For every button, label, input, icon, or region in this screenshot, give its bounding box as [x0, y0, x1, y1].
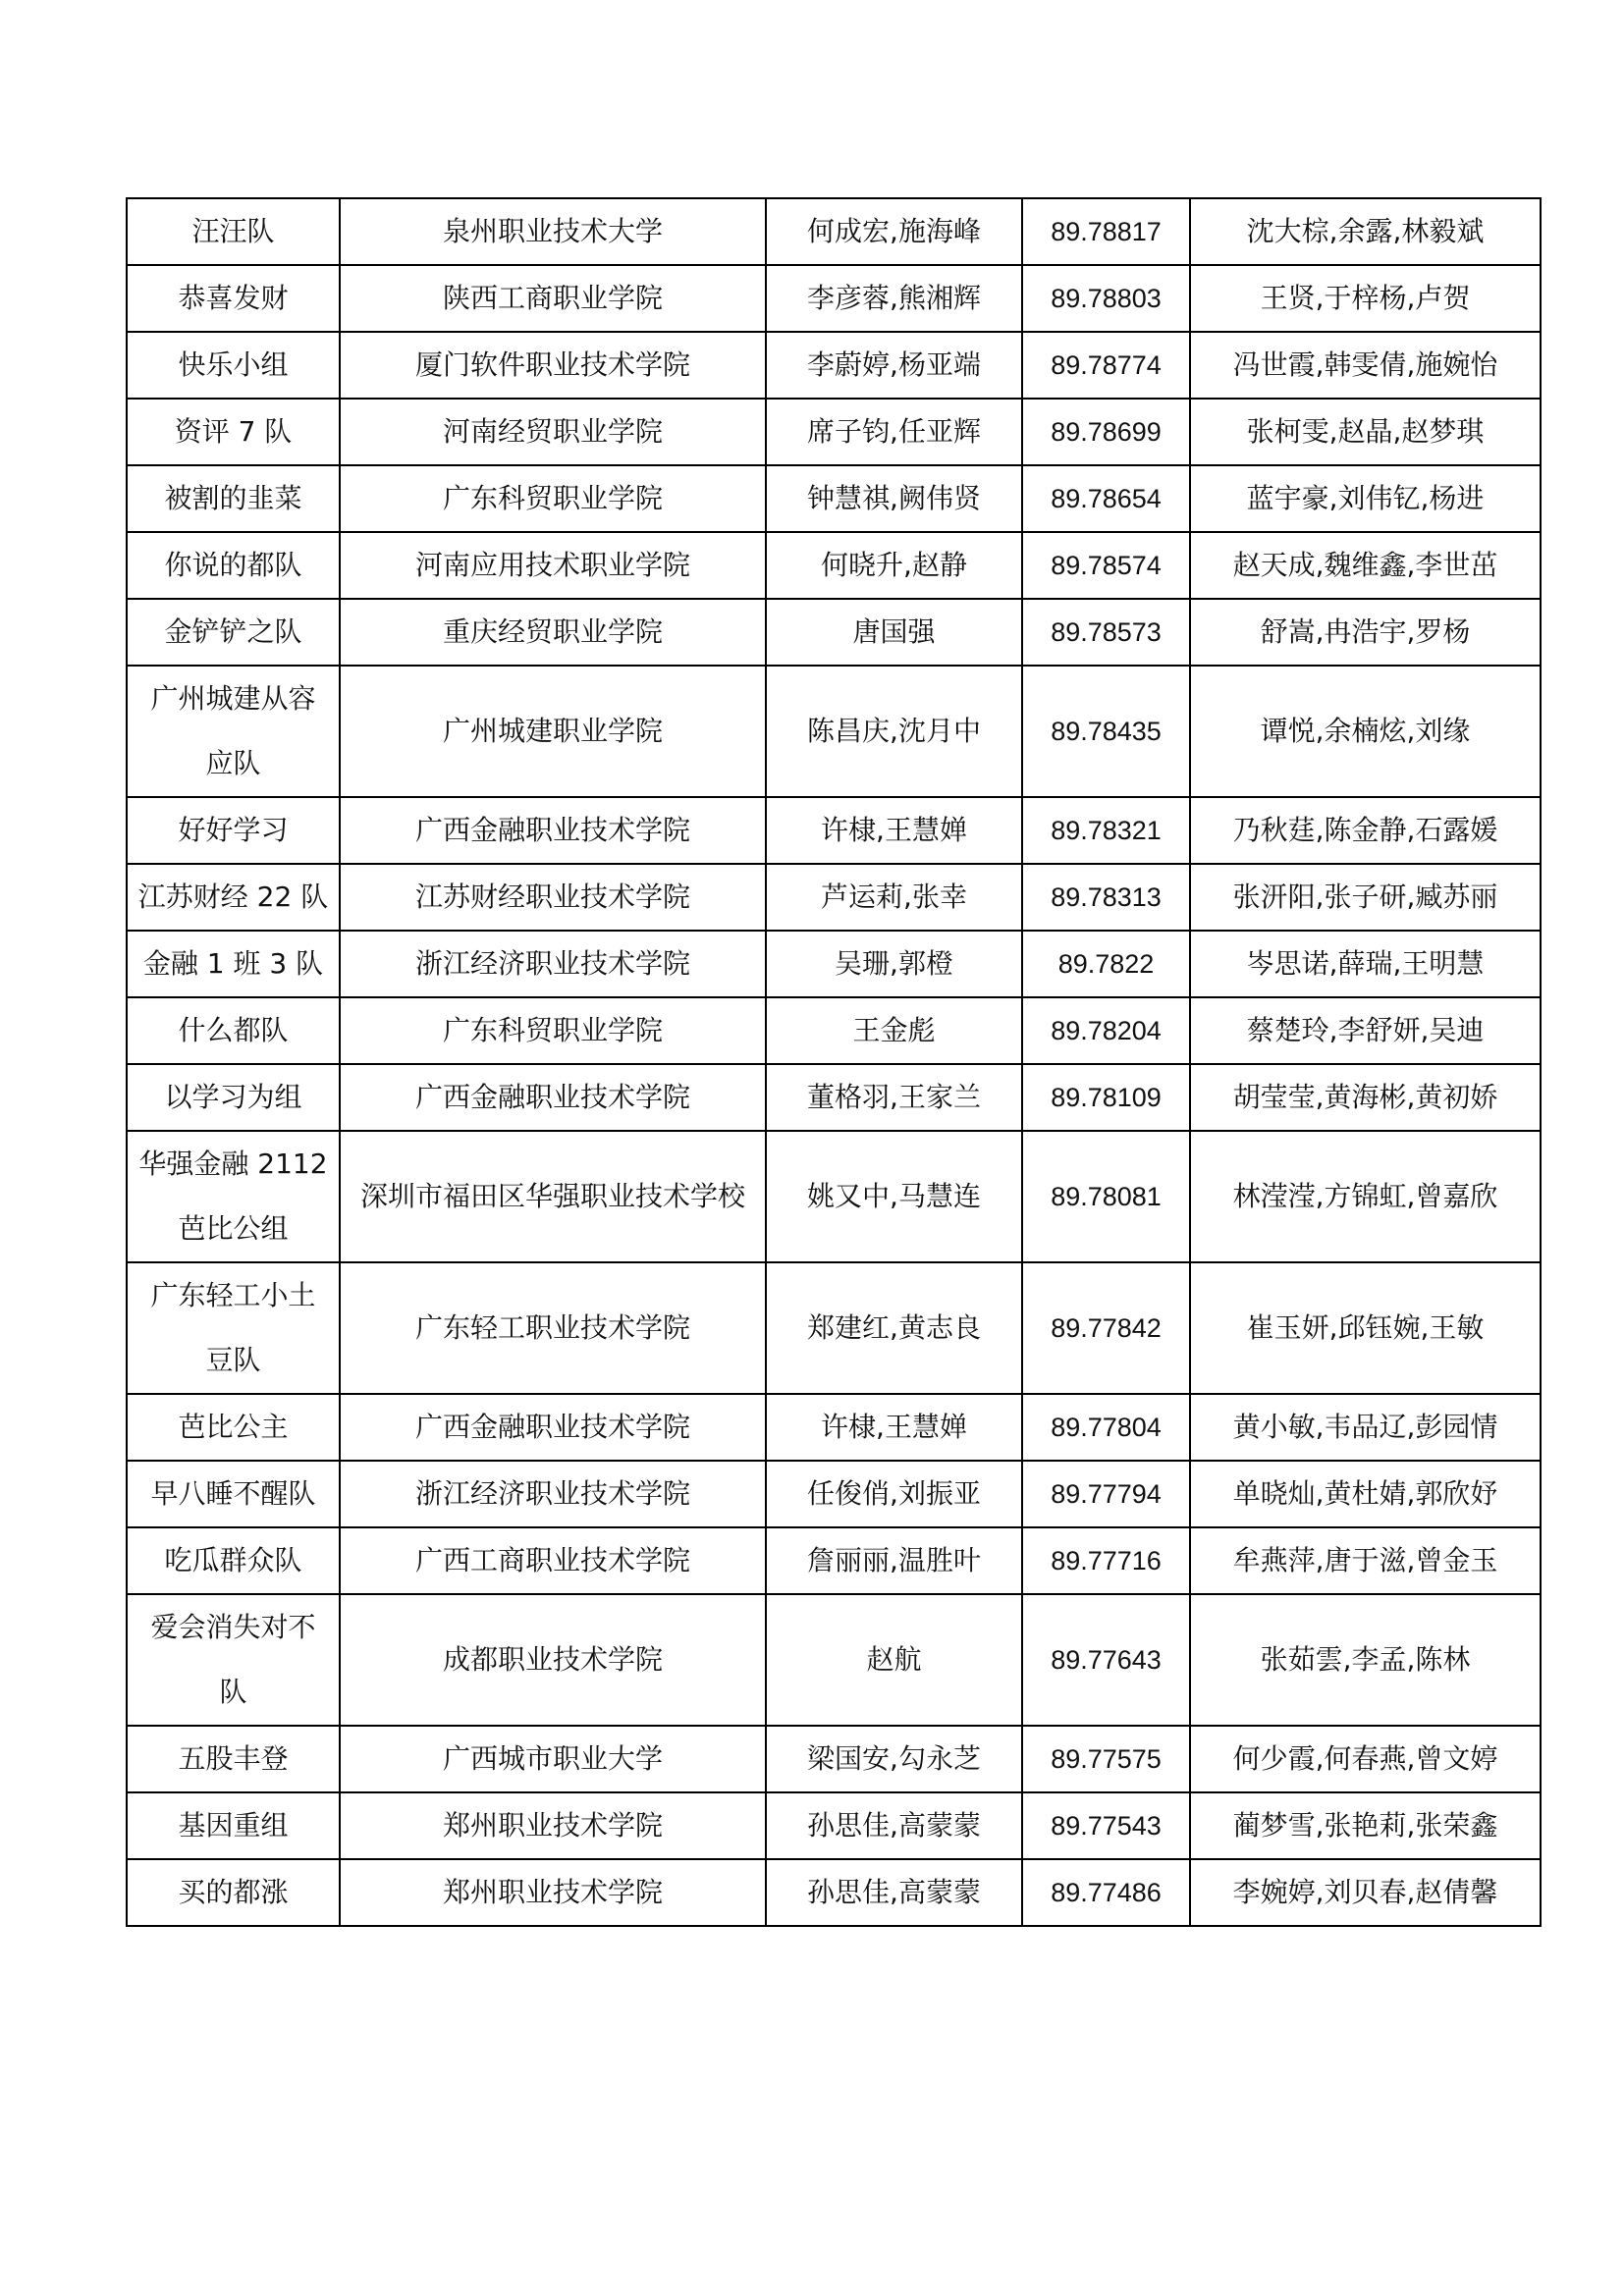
score-cell: 89.78803	[1022, 265, 1190, 332]
team-name-cell: 早八睡不醒队	[127, 1461, 340, 1527]
score-cell: 89.78435	[1022, 666, 1190, 797]
school-cell: 广西金融职业技术学院	[340, 1394, 766, 1461]
table-row	[127, 797, 1541, 864]
team-name-cell: 五股丰登	[127, 1726, 340, 1792]
advisors-cell: 李彦蓉,熊湘辉	[766, 265, 1022, 332]
advisors-cell: 任俊俏,刘振亚	[766, 1461, 1022, 1527]
table-row	[127, 1394, 1541, 1461]
members-cell: 谭悦,余楠炫,刘缘	[1190, 666, 1541, 797]
school-cell: 广东科贸职业学院	[340, 997, 766, 1064]
table-row	[127, 1859, 1541, 1926]
team-name-cell: 芭比公主	[127, 1394, 340, 1461]
team-name-cell: 基因重组	[127, 1792, 340, 1859]
advisors-cell: 何晓升,赵静	[766, 532, 1022, 599]
advisors-cell: 姚又中,马慧连	[766, 1131, 1022, 1262]
score-cell: 89.78321	[1022, 797, 1190, 864]
members-cell: 乃秋莛,陈金静,石露媛	[1190, 797, 1541, 864]
school-cell: 江苏财经职业技术学院	[340, 864, 766, 931]
table-row	[127, 1262, 1541, 1394]
score-cell: 89.7822	[1022, 931, 1190, 997]
results-table	[126, 197, 1542, 1927]
team-name-cell: 汪汪队	[127, 198, 340, 265]
table-row	[127, 465, 1541, 532]
score-cell: 89.77486	[1022, 1859, 1190, 1926]
team-name-cell: 恭喜发财	[127, 265, 340, 332]
team-name-cell: 好好学习	[127, 797, 340, 864]
team-name-cell: 快乐小组	[127, 332, 340, 399]
members-cell: 沈大棕,余露,林毅斌	[1190, 198, 1541, 265]
table-row	[127, 532, 1541, 599]
members-cell: 牟燕萍,唐于滋,曾金玉	[1190, 1527, 1541, 1594]
school-cell: 厦门软件职业技术学院	[340, 332, 766, 399]
advisors-cell: 钟慧祺,阙伟贤	[766, 465, 1022, 532]
advisors-cell: 许棣,王慧婵	[766, 797, 1022, 864]
team-name-cell: 资评 7 队	[127, 399, 340, 465]
table-row	[127, 1594, 1541, 1726]
members-cell: 李婉婷,刘贝春,赵倩馨	[1190, 1859, 1541, 1926]
advisors-cell: 梁国安,勾永芝	[766, 1726, 1022, 1792]
advisors-cell: 席子钧,任亚辉	[766, 399, 1022, 465]
team-name-cell: 广州城建从容应队	[127, 666, 340, 797]
score-cell: 89.78081	[1022, 1131, 1190, 1262]
score-cell: 89.77842	[1022, 1262, 1190, 1394]
table-row	[127, 931, 1541, 997]
school-cell: 郑州职业技术学院	[340, 1792, 766, 1859]
score-cell: 89.78204	[1022, 997, 1190, 1064]
advisors-cell: 陈昌庆,沈月中	[766, 666, 1022, 797]
table-row	[127, 864, 1541, 931]
table-row	[127, 1131, 1541, 1262]
school-cell: 泉州职业技术大学	[340, 198, 766, 265]
school-cell: 广西金融职业技术学院	[340, 1064, 766, 1131]
school-cell: 广西工商职业技术学院	[340, 1527, 766, 1594]
members-cell: 崔玉妍,邱钰婉,王敏	[1190, 1262, 1541, 1394]
school-cell: 广东科贸职业学院	[340, 465, 766, 532]
members-cell: 舒嵩,冉浩宇,罗杨	[1190, 599, 1541, 666]
team-name-cell: 金融 1 班 3 队	[127, 931, 340, 997]
advisors-cell: 董格羽,王家兰	[766, 1064, 1022, 1131]
members-cell: 张柯雯,赵晶,赵梦琪	[1190, 399, 1541, 465]
results-table-body	[127, 198, 1541, 1926]
school-cell: 成都职业技术学院	[340, 1594, 766, 1726]
table-row	[127, 265, 1541, 332]
score-cell: 89.78574	[1022, 532, 1190, 599]
team-name-cell: 以学习为组	[127, 1064, 340, 1131]
members-cell: 蓝宇豪,刘伟钇,杨进	[1190, 465, 1541, 532]
school-cell: 河南应用技术职业学院	[340, 532, 766, 599]
school-cell: 广西城市职业大学	[340, 1726, 766, 1792]
score-cell: 89.77794	[1022, 1461, 1190, 1527]
members-cell: 赵天成,魏维鑫,李世茁	[1190, 532, 1541, 599]
score-cell: 89.78699	[1022, 399, 1190, 465]
advisors-cell: 许棣,王慧婵	[766, 1394, 1022, 1461]
advisors-cell: 郑建红,黄志良	[766, 1262, 1022, 1394]
table-row	[127, 997, 1541, 1064]
advisors-cell: 孙思佳,高蒙蒙	[766, 1792, 1022, 1859]
table-row	[127, 399, 1541, 465]
score-cell: 89.77575	[1022, 1726, 1190, 1792]
school-cell: 广西金融职业技术学院	[340, 797, 766, 864]
members-cell: 蔺梦雪,张艳莉,张荣鑫	[1190, 1792, 1541, 1859]
table-row	[127, 1792, 1541, 1859]
table-row	[127, 1527, 1541, 1594]
table-row	[127, 1726, 1541, 1792]
members-cell: 岑思诺,薛瑞,王明慧	[1190, 931, 1541, 997]
members-cell: 林滢滢,方锦虹,曾嘉欣	[1190, 1131, 1541, 1262]
school-cell: 广东轻工职业技术学院	[340, 1262, 766, 1394]
score-cell: 89.77643	[1022, 1594, 1190, 1726]
table-row	[127, 666, 1541, 797]
school-cell: 广州城建职业学院	[340, 666, 766, 797]
score-cell: 89.78654	[1022, 465, 1190, 532]
table-row	[127, 198, 1541, 265]
score-cell: 89.77543	[1022, 1792, 1190, 1859]
members-cell: 张汧阳,张子研,臧苏丽	[1190, 864, 1541, 931]
advisors-cell: 王金彪	[766, 997, 1022, 1064]
table-row	[127, 332, 1541, 399]
score-cell: 89.78109	[1022, 1064, 1190, 1131]
members-cell: 冯世霞,韩雯倩,施婉怡	[1190, 332, 1541, 399]
score-cell: 89.78313	[1022, 864, 1190, 931]
table-row	[127, 1064, 1541, 1131]
team-name-cell: 吃瓜群众队	[127, 1527, 340, 1594]
score-cell: 89.78817	[1022, 198, 1190, 265]
team-name-cell: 被割的韭菜	[127, 465, 340, 532]
members-cell: 单晓灿,黄杜婧,郭欣妤	[1190, 1461, 1541, 1527]
team-name-cell: 江苏财经 22 队	[127, 864, 340, 931]
score-cell: 89.77716	[1022, 1527, 1190, 1594]
team-name-cell: 金铲铲之队	[127, 599, 340, 666]
members-cell: 胡莹莹,黄海彬,黄初娇	[1190, 1064, 1541, 1131]
members-cell: 张茹雲,李孟,陈林	[1190, 1594, 1541, 1726]
team-name-cell: 什么都队	[127, 997, 340, 1064]
school-cell: 陕西工商职业学院	[340, 265, 766, 332]
school-cell: 河南经贸职业学院	[340, 399, 766, 465]
school-cell: 郑州职业技术学院	[340, 1859, 766, 1926]
team-name-cell: 广东轻工小土豆队	[127, 1262, 340, 1394]
school-cell: 重庆经贸职业学院	[340, 599, 766, 666]
members-cell: 黄小敏,韦品辽,彭园情	[1190, 1394, 1541, 1461]
members-cell: 蔡楚玲,李舒妍,吴迪	[1190, 997, 1541, 1064]
school-cell: 浙江经济职业技术学院	[340, 931, 766, 997]
table-row	[127, 599, 1541, 666]
table-row	[127, 1461, 1541, 1527]
score-cell: 89.78573	[1022, 599, 1190, 666]
advisors-cell: 吴珊,郭橙	[766, 931, 1022, 997]
advisors-cell: 詹丽丽,温胜叶	[766, 1527, 1022, 1594]
team-name-cell: 你说的都队	[127, 532, 340, 599]
team-name-cell: 爱会消失对不队	[127, 1594, 340, 1726]
members-cell: 王贤,于梓杨,卢贺	[1190, 265, 1541, 332]
advisors-cell: 赵航	[766, 1594, 1022, 1726]
advisors-cell: 唐国强	[766, 599, 1022, 666]
advisors-cell: 芦运莉,张幸	[766, 864, 1022, 931]
school-cell: 深圳市福田区华强职业技术学校	[340, 1131, 766, 1262]
team-name-cell: 买的都涨	[127, 1859, 340, 1926]
score-cell: 89.78774	[1022, 332, 1190, 399]
school-cell: 浙江经济职业技术学院	[340, 1461, 766, 1527]
advisors-cell: 李蔚婷,杨亚端	[766, 332, 1022, 399]
score-cell: 89.77804	[1022, 1394, 1190, 1461]
team-name-cell: 华强金融 2112 芭比公组	[127, 1131, 340, 1262]
members-cell: 何少霞,何春燕,曾文婷	[1190, 1726, 1541, 1792]
advisors-cell: 何成宏,施海峰	[766, 198, 1022, 265]
advisors-cell: 孙思佳,高蒙蒙	[766, 1859, 1022, 1926]
